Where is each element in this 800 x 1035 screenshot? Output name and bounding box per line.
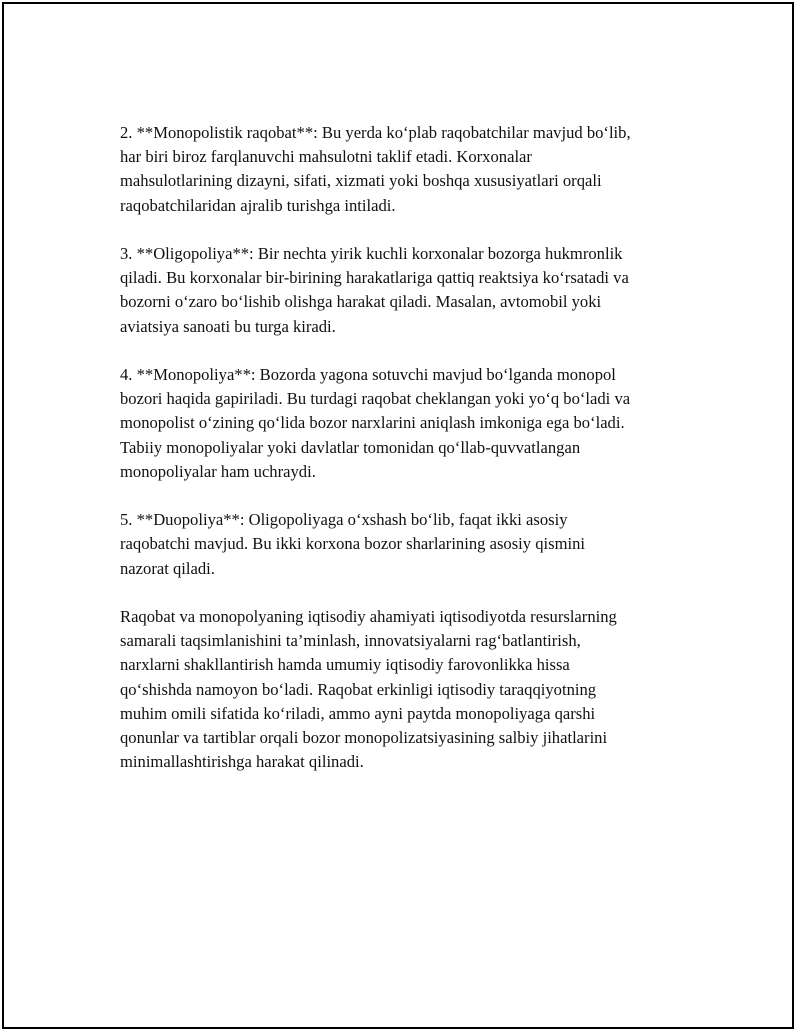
paragraph-duopoly: 5. **Duopoliya**: Oligopoliyaga o‘xshash bo‘lib, faqat ikki asosiy raqobatchi mavjud. Bu ikki korxona bozor sharlarining asosiy qismini nazorat qiladi. [120, 510, 586, 578]
paragraph-monopolistic-competition: 2. **Monopolistik raqobat**: Bu yerda ko‘plab raqobatchilar mavjud bo‘lib, har biri biroz farqlanuvchi mahsulotni taklif etadi. Korxonalar mahsulotlarining dizayni, sifati, xizmati yoki boshqa xususiyatlari orqali raqobatchilaridan ajralib turishga intiladi. [120, 123, 631, 215]
paragraph-economic-significance: Raqobat va monopolyaning iqtisodiy ahamiyati iqtisodiyotda resurslarning samarali taqsimlanishini ta’minlash, innovatsiyalarni rag‘batlantirish, narxlarni shakllantirish hamda umumiy iqtisodiy farovonlikka hissa qo‘shishda namoyon bo‘ladi. Raqobat erkinligi iqtisodiy taraqqiyotning muhim omili sifatida ko‘riladi, ammo ayni paytda monopoliyaga qarshi qonunlar va tartiblar orqali bozor monopolizatsiyasining salbiy jihatlarini minimallashtirishga harakat qilinadi. [120, 607, 617, 772]
paragraph-monopoly: 4. **Monopoliya**: Bozorda yagona sotuvchi mavjud bo‘lganda monopol bozori haqida gapiriladi. Bu turdagi raqobat cheklangan yoki yo‘q bo‘ladi va monopolist o‘zining qo‘lida bozor narxlarini aniqlash imkoniga ega bo‘ladi. Tabiiy monopoliyalar yoki davlatlar tomonidan qo‘llab-quvvatlangan monopoliyalar ham uchraydi. [120, 365, 631, 481]
paragraph-oligopoly: 3. **Oligopoliya**: Bir nechta yirik kuchli korxonalar bozorga hukmronlik qiladi. Bu korxonalar bir-birining harakatlariga qattiq reaktsiya ko‘rsatadi va bozorni o‘zaro bo‘lishib olishga harakat qiladi. Masalan, avtomobil yoki aviatsiya sanoati bu turga kiradi. [120, 244, 629, 336]
document-body [120, 121, 700, 799]
document-page [2, 2, 794, 1029]
